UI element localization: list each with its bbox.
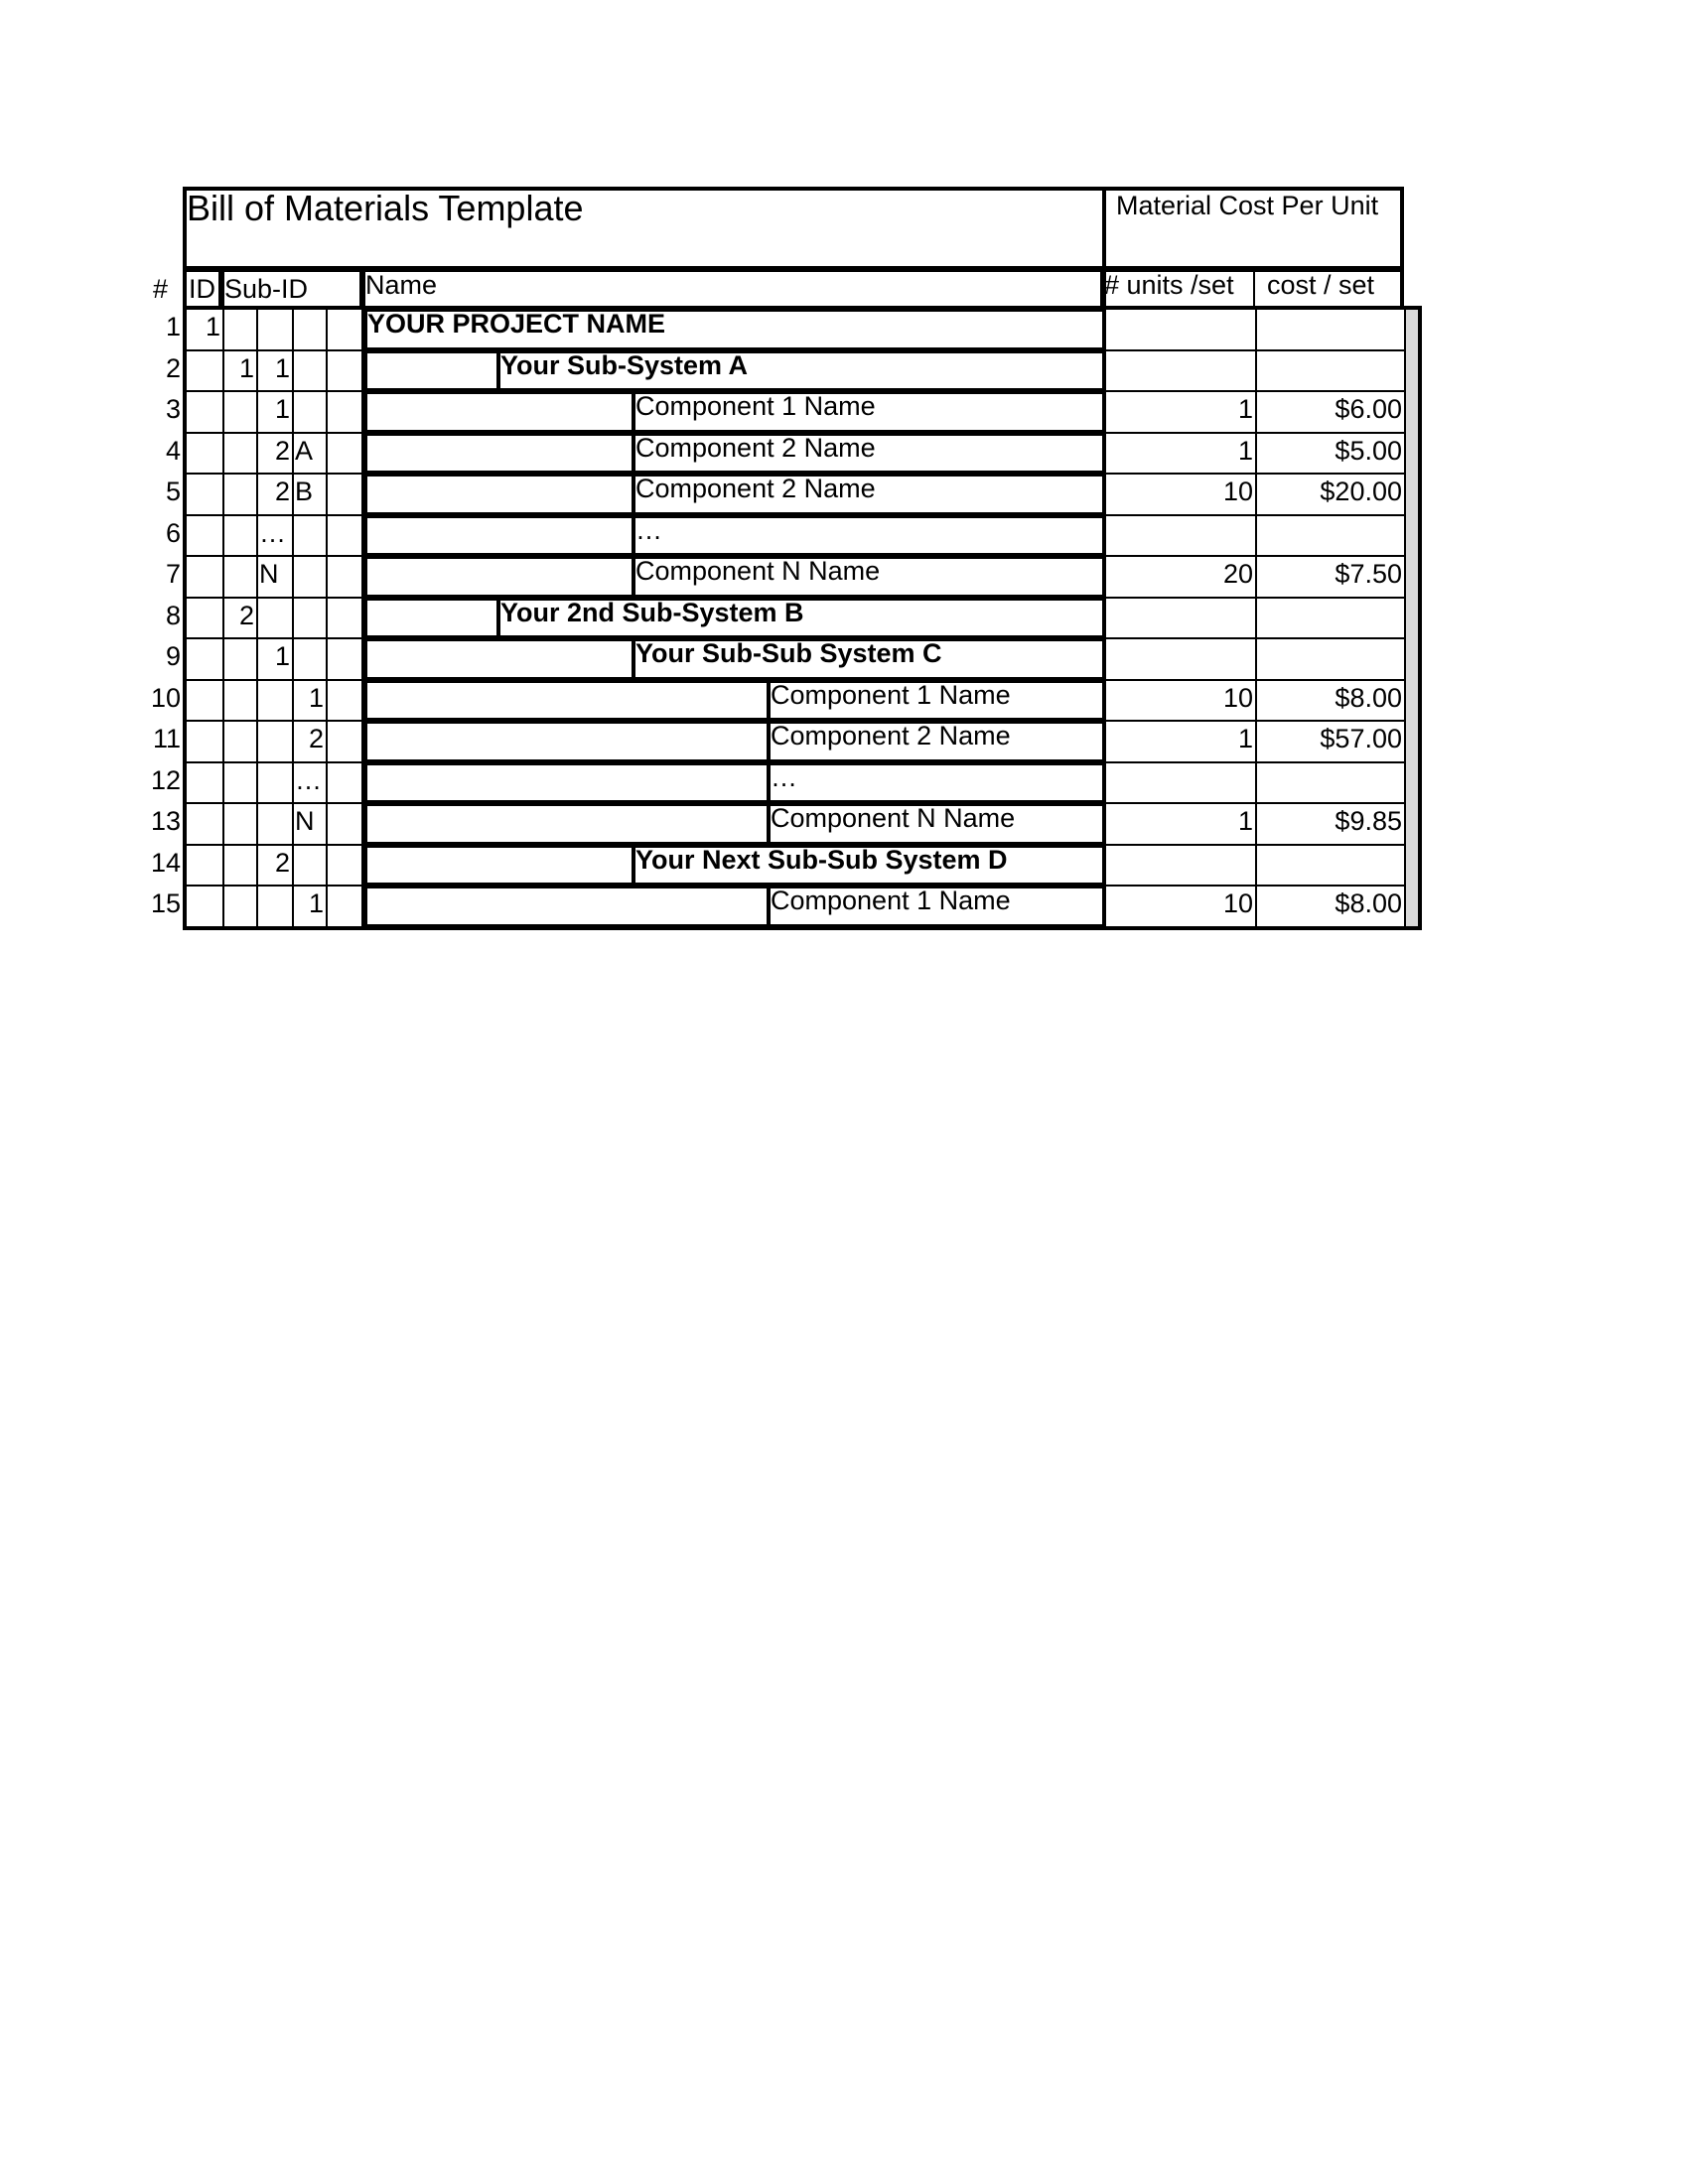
- row-number: 7: [165, 559, 181, 589]
- row-number: 8: [165, 600, 181, 630]
- row-number: 15: [151, 888, 182, 918]
- id-value: 1: [274, 641, 290, 671]
- row-number: 1: [165, 312, 181, 341]
- cost-value: $9.85: [1335, 806, 1402, 836]
- id-value: N: [295, 806, 315, 836]
- cost-value: $57.00: [1320, 724, 1402, 753]
- item-name: Component N Name: [635, 556, 881, 586]
- units-value: 1: [1237, 806, 1253, 836]
- id-value: 1: [205, 312, 220, 341]
- hash-header: #: [153, 274, 169, 304]
- item-name: YOUR PROJECT NAME: [367, 309, 666, 339]
- cost-header: cost / set: [1267, 270, 1375, 300]
- id-header-cell: [183, 268, 222, 310]
- row-number: 6: [165, 517, 181, 548]
- item-name: Component 1 Name: [771, 679, 1011, 710]
- sheet-title: Bill of Materials Template: [187, 188, 584, 228]
- id-value: B: [295, 477, 314, 506]
- id-value: 1: [308, 682, 324, 713]
- id-value: 1: [308, 888, 324, 918]
- cost-value: $6.00: [1335, 394, 1402, 424]
- sub-id-header: Sub-ID: [224, 274, 309, 304]
- name-units-divider: [1102, 306, 1106, 930]
- item-name: Your 2nd Sub-System B: [500, 597, 804, 627]
- item-name: …: [635, 514, 662, 545]
- id-value: A: [295, 435, 314, 466]
- id-value: 2: [308, 724, 324, 753]
- row-number: 2: [165, 352, 181, 383]
- id-value: 2: [274, 847, 290, 878]
- item-name: …: [771, 761, 797, 792]
- item-name: Component 2 Name: [635, 432, 876, 463]
- table-outline: [183, 306, 1422, 930]
- id-value: …: [259, 517, 286, 548]
- row-number: 3: [165, 394, 181, 424]
- units-value: 1: [1237, 394, 1253, 424]
- row-number: 5: [165, 477, 181, 506]
- cost-value: $8.00: [1335, 888, 1402, 918]
- id-value: N: [259, 559, 279, 589]
- id-header: ID: [189, 274, 215, 304]
- item-name: Your Next Sub-Sub System D: [635, 844, 1008, 875]
- cost-header-divider: [1253, 268, 1255, 310]
- row-number: 12: [151, 764, 182, 795]
- item-name: Component N Name: [771, 803, 1016, 833]
- id-value: 2: [274, 477, 290, 506]
- units-value: 20: [1222, 559, 1253, 589]
- item-name: Component 2 Name: [635, 474, 876, 503]
- id-value: …: [295, 764, 322, 795]
- id-value: 1: [274, 352, 290, 383]
- row-number: 9: [165, 641, 181, 671]
- id-value: 2: [238, 600, 254, 630]
- item-name: Component 2 Name: [771, 721, 1011, 751]
- units-value: 1: [1237, 435, 1253, 466]
- units-value: 10: [1222, 682, 1253, 713]
- row-number: 11: [152, 724, 181, 753]
- row-number: 10: [151, 682, 182, 713]
- row-number: 13: [151, 806, 182, 836]
- material-cost-label: Material Cost Per Unit: [1116, 191, 1379, 220]
- units-value: 10: [1222, 477, 1253, 506]
- cost-value: $7.50: [1335, 559, 1402, 589]
- cost-value: $8.00: [1335, 682, 1402, 713]
- units-header: # units /set: [1104, 270, 1234, 300]
- name-header: Name: [365, 270, 438, 300]
- id-value: 2: [274, 435, 290, 466]
- units-value: 1: [1237, 724, 1253, 753]
- cost-value: $20.00: [1320, 477, 1402, 506]
- item-name: Component 1 Name: [771, 886, 1011, 915]
- item-name: Component 1 Name: [635, 391, 876, 421]
- id-value: 1: [238, 352, 254, 383]
- cost-value: $5.00: [1335, 435, 1402, 466]
- item-name: Your Sub-System A: [500, 349, 749, 380]
- sub-id-header-cell: [220, 268, 363, 310]
- id-value: 1: [274, 394, 290, 424]
- units-value: 10: [1222, 888, 1253, 918]
- row-number: 4: [165, 435, 181, 466]
- row-number: 14: [151, 847, 182, 878]
- item-name: Your Sub-Sub System C: [635, 638, 942, 668]
- name-header-cell: [361, 268, 1104, 310]
